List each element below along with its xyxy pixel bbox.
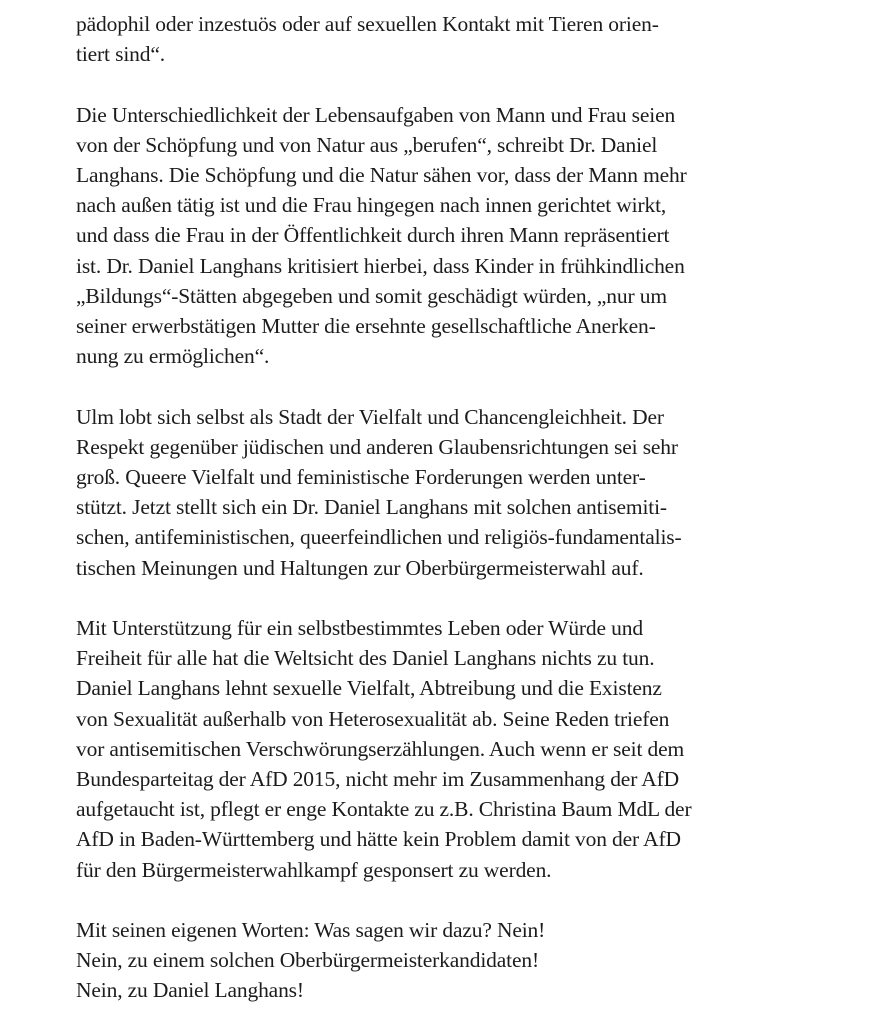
paragraph-5 bbox=[76, 915, 776, 1006]
text-line: Mit Unterstützung für ein selbstbestimmtes Leben oder Würde und bbox=[76, 616, 643, 641]
text-line: tischen Meinungen und Haltungen zur Oberbürgermeisterwahl auf. bbox=[76, 555, 644, 580]
text-line: für den Bürgermeisterwahlkampf gesponsert zu werden. bbox=[76, 857, 552, 882]
text-line: Freiheit für alle hat die Weltsicht des Daniel Langhans nichts zu tun. bbox=[76, 646, 655, 671]
text-line: Nein, zu Daniel Langhans! bbox=[76, 978, 304, 1003]
text-line: Ulm lobt sich selbst als Stadt der Vielfalt und Chancengleichheit. Der bbox=[76, 404, 664, 429]
text-line: Die Unterschiedlichkeit der Lebensaufgaben von Mann und Frau seien bbox=[76, 102, 676, 127]
paragraph-3 bbox=[76, 402, 776, 583]
text-line: pädophil oder inzestuös oder auf sexuellen Kontakt mit Tieren orien- bbox=[76, 12, 659, 36]
document-page bbox=[76, 9, 776, 1036]
paragraph-1 bbox=[76, 9, 776, 69]
paragraph-2 bbox=[76, 100, 776, 372]
text-line: nach außen tätig ist und die Frau hingegen nach innen gerichtet wirkt, bbox=[76, 193, 667, 218]
text-line: vor antisemitischen Verschwörungserzählungen. Auch wenn er seit dem bbox=[76, 736, 685, 761]
text-line: Daniel Langhans lehnt sexuelle Vielfalt, Abtreibung und die Existenz bbox=[76, 676, 662, 701]
text-line: tiert sind“. bbox=[76, 42, 165, 67]
text-line: „Bildungs“-Stätten abgegeben und somit geschädigt würden, „nur um bbox=[76, 283, 667, 308]
text-line: aufgetaucht ist, pflegt er enge Kontakte zu z.B. Christina Baum MdL der bbox=[76, 797, 692, 822]
text-line: nung zu ermöglichen“. bbox=[76, 344, 270, 369]
text-line: AfD in Baden-Württemberg und hätte kein Problem damit von der AfD bbox=[76, 827, 681, 852]
text-line: von Sexualität außerhalb von Heterosexualität ab. Seine Reden triefen bbox=[76, 706, 670, 731]
paragraph-4 bbox=[76, 613, 776, 885]
text-line: Langhans. Die Schöpfung und die Natur sähen vor, dass der Mann mehr bbox=[76, 163, 687, 187]
text-line: Nein, zu einem solchen Oberbürgermeisterkandidaten! bbox=[76, 948, 539, 973]
text-line: und dass die Frau in der Öffentlichkeit durch ihren Mann repräsentiert bbox=[76, 223, 670, 248]
text-line: Bundesparteitag der AfD 2015, nicht mehr im Zusammenhang der AfD bbox=[76, 767, 680, 792]
text-line: ist. Dr. Daniel Langhans kritisiert hierbei, dass Kinder in frühkindlichen bbox=[76, 253, 685, 278]
text-line: Respekt gegenüber jüdischen und anderen Glaubensrichtungen sei sehr bbox=[76, 434, 678, 459]
text-line: stützt. Jetzt stellt sich ein Dr. Daniel Langhans mit solchen antisemiti- bbox=[76, 495, 667, 520]
text-line: Mit seinen eigenen Worten: Was sagen wir dazu? Nein! bbox=[76, 918, 546, 943]
text-line: seiner erwerbstätigen Mutter die ersehnte gesellschaftliche Anerken- bbox=[76, 314, 656, 339]
text-line: von der Schöpfung und von Natur aus „berufen“, schreibt Dr. Daniel bbox=[76, 132, 658, 157]
text-line: groß. Queere Vielfalt und feministische Forderungen werden unter- bbox=[76, 465, 646, 490]
text-line: schen, antifeministischen, queerfeindlichen und religiös-fundamentalis- bbox=[76, 525, 682, 550]
